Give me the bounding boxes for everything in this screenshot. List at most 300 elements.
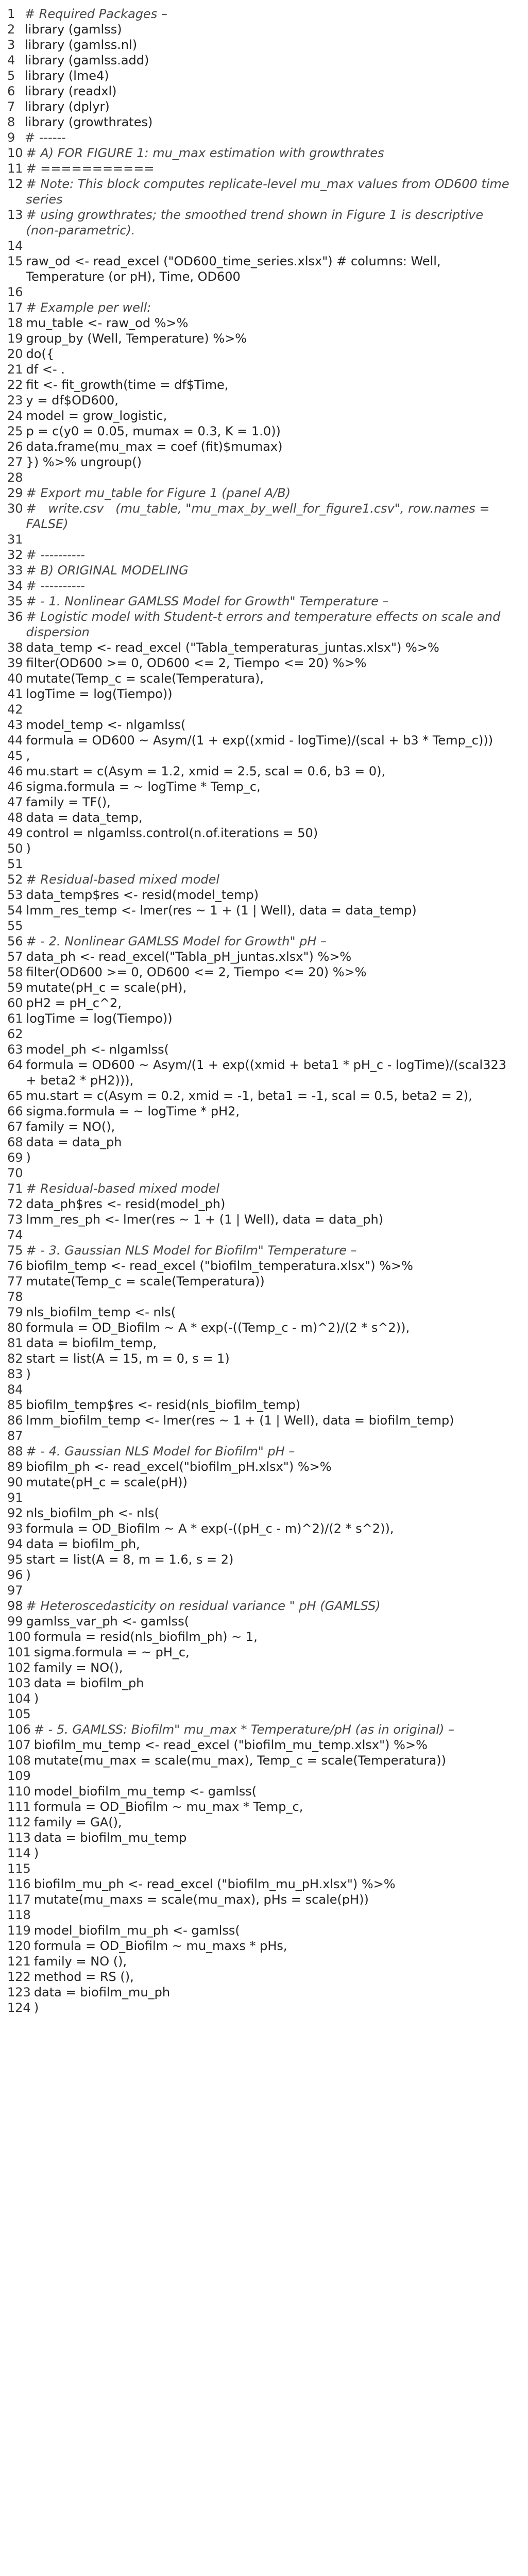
line-number: 68 bbox=[7, 1135, 23, 1149]
code-line bbox=[7, 856, 519, 872]
line-number: 53 bbox=[7, 888, 23, 902]
code-text: library (gamlss.add) bbox=[25, 53, 149, 67]
code-line bbox=[7, 1861, 519, 1876]
code-line bbox=[7, 1026, 519, 1042]
line-number: 91 bbox=[7, 1490, 23, 1505]
code-line bbox=[7, 1784, 519, 1799]
code-lines bbox=[7, 6, 519, 2015]
code-text: data_temp <- read_excel ("Tabla_temperaturas_juntas.xlsx") %>% bbox=[26, 640, 439, 655]
code-text: formula = OD_Biofilm ~ mu_max * Temp_c, bbox=[33, 1800, 303, 1814]
code-text: data = biofilm_temp, bbox=[26, 1336, 157, 1350]
line-number: 7 bbox=[7, 99, 15, 114]
code-text: data_temp$res <- resid(model_temp) bbox=[26, 888, 259, 902]
line-number: 24 bbox=[7, 409, 23, 423]
code-line bbox=[7, 1304, 519, 1320]
code-line bbox=[7, 995, 519, 1011]
line-number: 74 bbox=[7, 1228, 23, 1242]
code-line bbox=[7, 1923, 519, 1938]
code-text: sigma.formula = ~ logTime * pH2, bbox=[26, 1104, 240, 1118]
code-line bbox=[7, 423, 519, 439]
code-text: data = biofilm_ph bbox=[33, 1676, 144, 1690]
line-number: 13 bbox=[7, 208, 23, 222]
line-number: 75 bbox=[7, 1243, 23, 1258]
line-number: 97 bbox=[7, 1583, 23, 1598]
code-line bbox=[7, 161, 519, 176]
line-number: 111 bbox=[7, 1800, 31, 1814]
line-number: 11 bbox=[7, 161, 23, 176]
line-number: 102 bbox=[7, 1660, 31, 1675]
code-line bbox=[7, 1768, 519, 1784]
code-comment: # Logistic model with Student-t errors and temperature effects on scale and dispersion bbox=[26, 609, 505, 639]
line-number: 110 bbox=[7, 1784, 31, 1799]
line-number: 89 bbox=[7, 1460, 23, 1474]
code-comment: # ---------- bbox=[26, 548, 85, 562]
line-number: 25 bbox=[7, 424, 23, 438]
line-number: 105 bbox=[7, 1707, 31, 1721]
code-text: biofilm_temp$res <- resid(nls_biofilm_temp) bbox=[26, 1398, 301, 1412]
line-number: 17 bbox=[7, 300, 23, 315]
code-comment: # B) ORIGINAL MODELING bbox=[26, 563, 189, 578]
code-line bbox=[7, 578, 519, 594]
line-number: 77 bbox=[7, 1274, 23, 1289]
code-text: lmm_biofilm_temp <- lmer(res ~ 1 + (1 | Well), data = biofilm_temp) bbox=[26, 1413, 454, 1428]
code-text: group_by (Well, Temperature) %>% bbox=[26, 331, 247, 346]
code-line bbox=[7, 1134, 519, 1150]
code-comment: # - 5. GAMLSS: Biofilm" mu_max * Temperature/pH (as in original) – bbox=[33, 1722, 455, 1737]
code-line bbox=[7, 1320, 519, 1335]
code-line bbox=[7, 1382, 519, 1397]
code-line bbox=[7, 1706, 519, 1722]
code-line bbox=[7, 964, 519, 980]
code-line bbox=[7, 671, 519, 686]
line-number: 78 bbox=[7, 1290, 23, 1304]
code-line bbox=[7, 1614, 519, 1629]
code-text: biofilm_mu_temp <- read_excel ("biofilm_mu_temp.xlsx") %>% bbox=[33, 1738, 428, 1752]
line-number: 79 bbox=[7, 1305, 23, 1319]
code-comment: # Note: This block computes replicate-level mu_max values from OD600 time series bbox=[26, 177, 514, 207]
code-text: data = biofilm_mu_ph bbox=[33, 1985, 171, 1999]
line-number: 67 bbox=[7, 1120, 23, 1134]
code-line bbox=[7, 594, 519, 609]
line-number: 10 bbox=[7, 146, 23, 160]
line-number: 65 bbox=[7, 1089, 23, 1103]
code-text: lmm_res_temp <- lmer(res ~ 1 + (1 | Well), data = data_temp) bbox=[26, 903, 417, 918]
code-text: df <- . bbox=[26, 362, 65, 377]
code-line bbox=[7, 841, 519, 856]
code-line bbox=[7, 1598, 519, 1614]
code-line bbox=[7, 362, 519, 377]
code-line bbox=[7, 1675, 519, 1691]
code-line bbox=[7, 1938, 519, 1954]
code-line bbox=[7, 1552, 519, 1567]
code-text: ) bbox=[33, 1846, 39, 1860]
code-line bbox=[7, 1969, 519, 1985]
code-line bbox=[7, 145, 519, 161]
code-text: family = GA(), bbox=[33, 1815, 122, 1829]
code-text: data_ph$res <- resid(model_ph) bbox=[26, 1197, 226, 1211]
line-number: 32 bbox=[7, 548, 23, 562]
line-number: 39 bbox=[7, 656, 23, 670]
code-text: family = NO(), bbox=[33, 1660, 123, 1675]
code-text: data = data_temp, bbox=[26, 810, 143, 825]
line-number: 54 bbox=[7, 903, 23, 918]
line-number: 118 bbox=[7, 1908, 31, 1922]
code-line bbox=[7, 1737, 519, 1753]
code-line bbox=[7, 331, 519, 346]
code-line bbox=[7, 346, 519, 362]
code-line bbox=[7, 1830, 519, 1845]
line-number: 2 bbox=[7, 22, 15, 37]
code-text: data.frame(mu_max = coef (fit)$mumax) bbox=[26, 439, 283, 454]
line-number: 96 bbox=[7, 1568, 23, 1582]
code-line bbox=[7, 1335, 519, 1351]
code-comment: # Export mu_table for Figure 1 (panel A/B) bbox=[26, 486, 291, 500]
code-line bbox=[7, 1397, 519, 1413]
code-line bbox=[7, 1227, 519, 1243]
code-text: formula = OD600 ~ Asym/(1 + exp((xmid - logTime)/(scal + b3 * Temp_c))) bbox=[26, 733, 493, 748]
code-line bbox=[7, 1521, 519, 1536]
code-text: , bbox=[26, 749, 30, 763]
line-number: 85 bbox=[7, 1398, 23, 1412]
code-line bbox=[7, 1722, 519, 1737]
code-text: formula = OD_Biofilm ~ A * exp(-((pH_c - m)^2)/(2 * s^2)), bbox=[26, 1521, 394, 1536]
line-number: 8 bbox=[7, 115, 15, 129]
code-line bbox=[7, 655, 519, 671]
line-number: 5 bbox=[7, 69, 15, 83]
code-line bbox=[7, 1104, 519, 1119]
line-number: 115 bbox=[7, 1861, 31, 1876]
line-number: 123 bbox=[7, 1985, 31, 1999]
code-line bbox=[7, 99, 519, 114]
line-number: 14 bbox=[7, 239, 23, 253]
line-number: 20 bbox=[7, 347, 23, 361]
code-line bbox=[7, 934, 519, 949]
line-number: 109 bbox=[7, 1769, 31, 1783]
line-number: 66 bbox=[7, 1104, 23, 1118]
line-number: 63 bbox=[7, 1042, 23, 1057]
code-line bbox=[7, 1753, 519, 1768]
code-line bbox=[7, 130, 519, 145]
line-number: 43 bbox=[7, 718, 23, 732]
code-line bbox=[7, 1892, 519, 1907]
line-number: 72 bbox=[7, 1197, 23, 1211]
code-line bbox=[7, 176, 519, 207]
code-line bbox=[7, 1629, 519, 1645]
code-line bbox=[7, 1165, 519, 1181]
code-comment: # Required Packages – bbox=[25, 7, 167, 21]
line-number: 87 bbox=[7, 1429, 23, 1443]
line-number: 107 bbox=[7, 1738, 31, 1752]
line-number: 21 bbox=[7, 362, 23, 377]
line-number: 69 bbox=[7, 1150, 23, 1165]
code-text: sigma.formula = ~ logTime * Temp_c, bbox=[26, 779, 261, 794]
code-text: mutate(mu_max = scale(mu_max), Temp_c = scale(Temperatura)) bbox=[33, 1753, 446, 1768]
code-text: data = data_ph bbox=[26, 1135, 122, 1149]
code-line bbox=[7, 1691, 519, 1706]
code-text: raw_od <- read_excel ("OD600_time_series.xlsx") # columns: Well, Temperature (or pH), Time, OD600 bbox=[26, 254, 445, 284]
code-line bbox=[7, 1119, 519, 1134]
line-number: 51 bbox=[7, 857, 23, 871]
line-number: 100 bbox=[7, 1630, 31, 1644]
line-number: 98 bbox=[7, 1599, 23, 1613]
code-line bbox=[7, 980, 519, 995]
line-number: 93 bbox=[7, 1521, 23, 1536]
code-line bbox=[7, 702, 519, 717]
code-text: filter(OD600 >= 0, OD600 <= 2, Tiempo <= 20) %>% bbox=[26, 656, 367, 670]
line-number: 3 bbox=[7, 38, 15, 52]
line-number: 31 bbox=[7, 532, 23, 547]
code-comment: # =========== bbox=[26, 161, 155, 176]
code-text: mutate(Temp_c = scale(Temperatura)) bbox=[26, 1274, 265, 1289]
line-number: 119 bbox=[7, 1923, 31, 1938]
code-line bbox=[7, 1366, 519, 1382]
code-comment: # - 4. Gaussian NLS Model for Biofilm" pH – bbox=[26, 1444, 295, 1459]
code-line bbox=[7, 1150, 519, 1165]
code-text: data_ph <- read_excel("Tabla_pH_juntas.xlsx") %>% bbox=[26, 950, 352, 964]
line-number: 64 bbox=[7, 1058, 23, 1072]
line-number: 99 bbox=[7, 1614, 23, 1629]
code-text: model = grow_logistic, bbox=[26, 409, 167, 423]
line-number: 40 bbox=[7, 671, 23, 686]
code-line bbox=[7, 1799, 519, 1815]
line-number: 116 bbox=[7, 1877, 31, 1891]
code-line bbox=[7, 779, 519, 794]
line-number: 46 bbox=[7, 764, 23, 778]
line-number: 88 bbox=[7, 1444, 23, 1459]
code-text: ) bbox=[33, 2001, 39, 2015]
line-number: 46 bbox=[7, 779, 23, 794]
line-number: 9 bbox=[7, 130, 15, 145]
code-text: library (readxl) bbox=[25, 84, 117, 98]
code-comment: # write.csv (mu_table, "mu_max_by_well_for_figure1.csv", row.names = FALSE) bbox=[26, 501, 494, 531]
code-line bbox=[7, 6, 519, 22]
line-number: 29 bbox=[7, 486, 23, 500]
code-line bbox=[7, 1196, 519, 1212]
code-line bbox=[7, 22, 519, 37]
code-line bbox=[7, 1645, 519, 1660]
code-line bbox=[7, 748, 519, 764]
code-text: pH2 = pH_c^2, bbox=[26, 996, 122, 1010]
code-line bbox=[7, 114, 519, 130]
line-number: 16 bbox=[7, 285, 23, 299]
line-number: 101 bbox=[7, 1645, 31, 1659]
line-number: 70 bbox=[7, 1166, 23, 1180]
code-line bbox=[7, 315, 519, 331]
code-text: p = c(y0 = 0.05, mumax = 0.3, K = 1.0)) bbox=[26, 424, 281, 438]
code-line bbox=[7, 903, 519, 918]
line-number: 1 bbox=[7, 7, 15, 21]
code-line bbox=[7, 377, 519, 393]
code-line bbox=[7, 1444, 519, 1459]
code-text: sigma.formula = ~ pH_c, bbox=[33, 1645, 190, 1659]
code-line bbox=[7, 1428, 519, 1444]
code-line bbox=[7, 1876, 519, 1892]
line-number: 83 bbox=[7, 1367, 23, 1381]
line-number: 52 bbox=[7, 872, 23, 887]
code-line bbox=[7, 825, 519, 841]
line-number: 90 bbox=[7, 1475, 23, 1489]
line-number: 82 bbox=[7, 1351, 23, 1366]
code-line bbox=[7, 501, 519, 532]
code-line bbox=[7, 1181, 519, 1196]
code-text: start = list(A = 15, m = 0, s = 1) bbox=[26, 1351, 230, 1366]
line-number: 45 bbox=[7, 749, 23, 763]
code-line bbox=[7, 686, 519, 702]
code-line bbox=[7, 609, 519, 640]
line-number: 124 bbox=[7, 2001, 31, 2015]
code-line bbox=[7, 1660, 519, 1675]
line-number: 73 bbox=[7, 1212, 23, 1227]
line-number: 41 bbox=[7, 687, 23, 701]
code-text: mu.start = c(Asym = 1.2, xmid = 2.5, scal = 0.6, b3 = 0), bbox=[26, 764, 386, 778]
code-text: filter(OD600 >= 0, OD600 <= 2, Tiempo <= 20) %>% bbox=[26, 965, 367, 979]
line-number: 121 bbox=[7, 1954, 31, 1969]
line-number: 34 bbox=[7, 579, 23, 593]
code-comment: # using growthrates; the smoothed trend shown in Figure 1 is descriptive (non-parametric). bbox=[26, 208, 487, 238]
code-line bbox=[7, 1351, 519, 1366]
code-comment: # Example per well: bbox=[26, 300, 151, 315]
code-line bbox=[7, 1505, 519, 1521]
line-number: 19 bbox=[7, 331, 23, 346]
code-line bbox=[7, 1459, 519, 1475]
code-text: ) bbox=[33, 1691, 39, 1706]
line-number: 103 bbox=[7, 1676, 31, 1690]
code-line bbox=[7, 393, 519, 408]
code-line bbox=[7, 1490, 519, 1505]
code-text: do({ bbox=[26, 347, 55, 361]
code-text: library (growthrates) bbox=[25, 115, 153, 129]
code-text: formula = OD_Biofilm ~ mu_maxs * pHs, bbox=[33, 1939, 287, 1953]
line-number: 71 bbox=[7, 1181, 23, 1196]
code-line bbox=[7, 470, 519, 485]
line-number: 55 bbox=[7, 919, 23, 933]
code-text: fit <- fit_growth(time = df$Time, bbox=[26, 378, 229, 392]
line-number: 80 bbox=[7, 1320, 23, 1335]
code-comment: # - 1. Nonlinear GAMLSS Model for Growth" Temperature – bbox=[26, 594, 389, 608]
code-line bbox=[7, 485, 519, 501]
code-line bbox=[7, 1212, 519, 1227]
line-number: 6 bbox=[7, 84, 15, 98]
code-text: model_ph <- nlgamlss( bbox=[26, 1042, 169, 1057]
code-line bbox=[7, 408, 519, 423]
code-line bbox=[7, 284, 519, 300]
code-line bbox=[7, 1907, 519, 1923]
line-number: 114 bbox=[7, 1846, 31, 1860]
line-number: 35 bbox=[7, 594, 23, 608]
line-number: 33 bbox=[7, 563, 23, 578]
line-number: 42 bbox=[7, 702, 23, 717]
code-text: control = nlgamlss.control(n.of.iterations = 50) bbox=[26, 826, 318, 840]
code-line bbox=[7, 1583, 519, 1598]
line-number: 15 bbox=[7, 254, 23, 268]
code-text: ) bbox=[26, 1150, 31, 1165]
code-line bbox=[7, 1475, 519, 1490]
line-number: 28 bbox=[7, 470, 23, 485]
code-comment: # ------ bbox=[25, 130, 66, 145]
code-comment: # - 3. Gaussian NLS Model for Biofilm" Temperature – bbox=[26, 1243, 357, 1258]
code-line bbox=[7, 810, 519, 825]
code-text: model_biofilm_mu_ph <- gamlss( bbox=[33, 1923, 240, 1938]
code-text: mu_table <- raw_od %>% bbox=[26, 316, 189, 330]
code-line bbox=[7, 640, 519, 655]
line-number: 113 bbox=[7, 1831, 31, 1845]
code-line bbox=[7, 1057, 519, 1088]
line-number: 47 bbox=[7, 795, 23, 809]
code-text: library (gamlss.nl) bbox=[25, 38, 138, 52]
code-text: biofilm_temp <- read_excel ("biofilm_temperatura.xlsx") %>% bbox=[26, 1259, 413, 1273]
code-line bbox=[7, 253, 519, 284]
code-line bbox=[7, 1088, 519, 1104]
code-text: gamlss_var_ph <- gamlss( bbox=[26, 1614, 190, 1629]
line-number: 95 bbox=[7, 1552, 23, 1567]
code-text: library (dplyr) bbox=[25, 99, 110, 114]
code-line bbox=[7, 37, 519, 53]
line-number: 59 bbox=[7, 980, 23, 995]
code-line bbox=[7, 1258, 519, 1274]
code-line bbox=[7, 1815, 519, 1830]
code-comment: # - 2. Nonlinear GAMLSS Model for Growth" pH – bbox=[26, 934, 327, 948]
code-line bbox=[7, 83, 519, 99]
code-line bbox=[7, 68, 519, 83]
line-number: 4 bbox=[7, 53, 15, 67]
code-comment: # Residual-based mixed model bbox=[26, 872, 220, 887]
line-number: 120 bbox=[7, 1939, 31, 1953]
code-comment: # A) FOR FIGURE 1: mu_max estimation with growthrates bbox=[26, 146, 384, 160]
code-line bbox=[7, 1985, 519, 2000]
code-text: model_temp <- nlgamlss( bbox=[26, 718, 186, 732]
line-number: 104 bbox=[7, 1691, 31, 1706]
line-number: 108 bbox=[7, 1753, 31, 1768]
line-number: 30 bbox=[7, 501, 23, 516]
code-line bbox=[7, 764, 519, 779]
code-text: mu.start = c(Asym = 0.2, xmid = -1, beta1 = -1, scal = 0.5, beta2 = 2), bbox=[26, 1089, 472, 1103]
code-line bbox=[7, 872, 519, 887]
code-line bbox=[7, 887, 519, 903]
line-number: 94 bbox=[7, 1537, 23, 1551]
code-line bbox=[7, 563, 519, 578]
code-line bbox=[7, 547, 519, 563]
code-line bbox=[7, 717, 519, 733]
code-text: ) bbox=[26, 841, 31, 856]
line-number: 58 bbox=[7, 965, 23, 979]
code-text: lmm_res_ph <- lmer(res ~ 1 + (1 | Well), data = data_ph) bbox=[26, 1212, 384, 1227]
code-text: logTime = log(Tiempo)) bbox=[26, 1011, 173, 1026]
line-number: 36 bbox=[7, 609, 23, 624]
line-number: 48 bbox=[7, 810, 23, 825]
code-text: nls_biofilm_ph <- nls( bbox=[26, 1506, 159, 1520]
code-text: data = biofilm_mu_temp bbox=[33, 1831, 187, 1845]
line-number: 49 bbox=[7, 826, 23, 840]
code-line bbox=[7, 794, 519, 810]
line-number: 84 bbox=[7, 1382, 23, 1397]
code-line bbox=[7, 1274, 519, 1289]
code-text: family = NO (), bbox=[33, 1954, 127, 1969]
code-comment: # Residual-based mixed model bbox=[26, 1181, 220, 1196]
code-text: }) %>% ungroup() bbox=[26, 455, 142, 469]
code-text: ) bbox=[26, 1568, 31, 1582]
code-line bbox=[7, 238, 519, 253]
code-line bbox=[7, 2000, 519, 2015]
code-text: family = TF(), bbox=[26, 795, 111, 809]
code-text: mutate(pH_c = scale(pH)) bbox=[26, 1475, 188, 1489]
line-number: 38 bbox=[7, 640, 23, 655]
code-line bbox=[7, 53, 519, 68]
code-text: library (lme4) bbox=[25, 69, 109, 83]
code-text: biofilm_ph <- read_excel("biofilm_pH.xlsx") %>% bbox=[26, 1460, 332, 1474]
line-number: 57 bbox=[7, 950, 23, 964]
code-text: nls_biofilm_temp <- nls( bbox=[26, 1305, 176, 1319]
code-text: formula = OD600 ~ Asym/(1 + exp((xmid + beta1 * pH_c - logTime)/(scal323 + beta2 * pH2))), bbox=[26, 1058, 510, 1088]
